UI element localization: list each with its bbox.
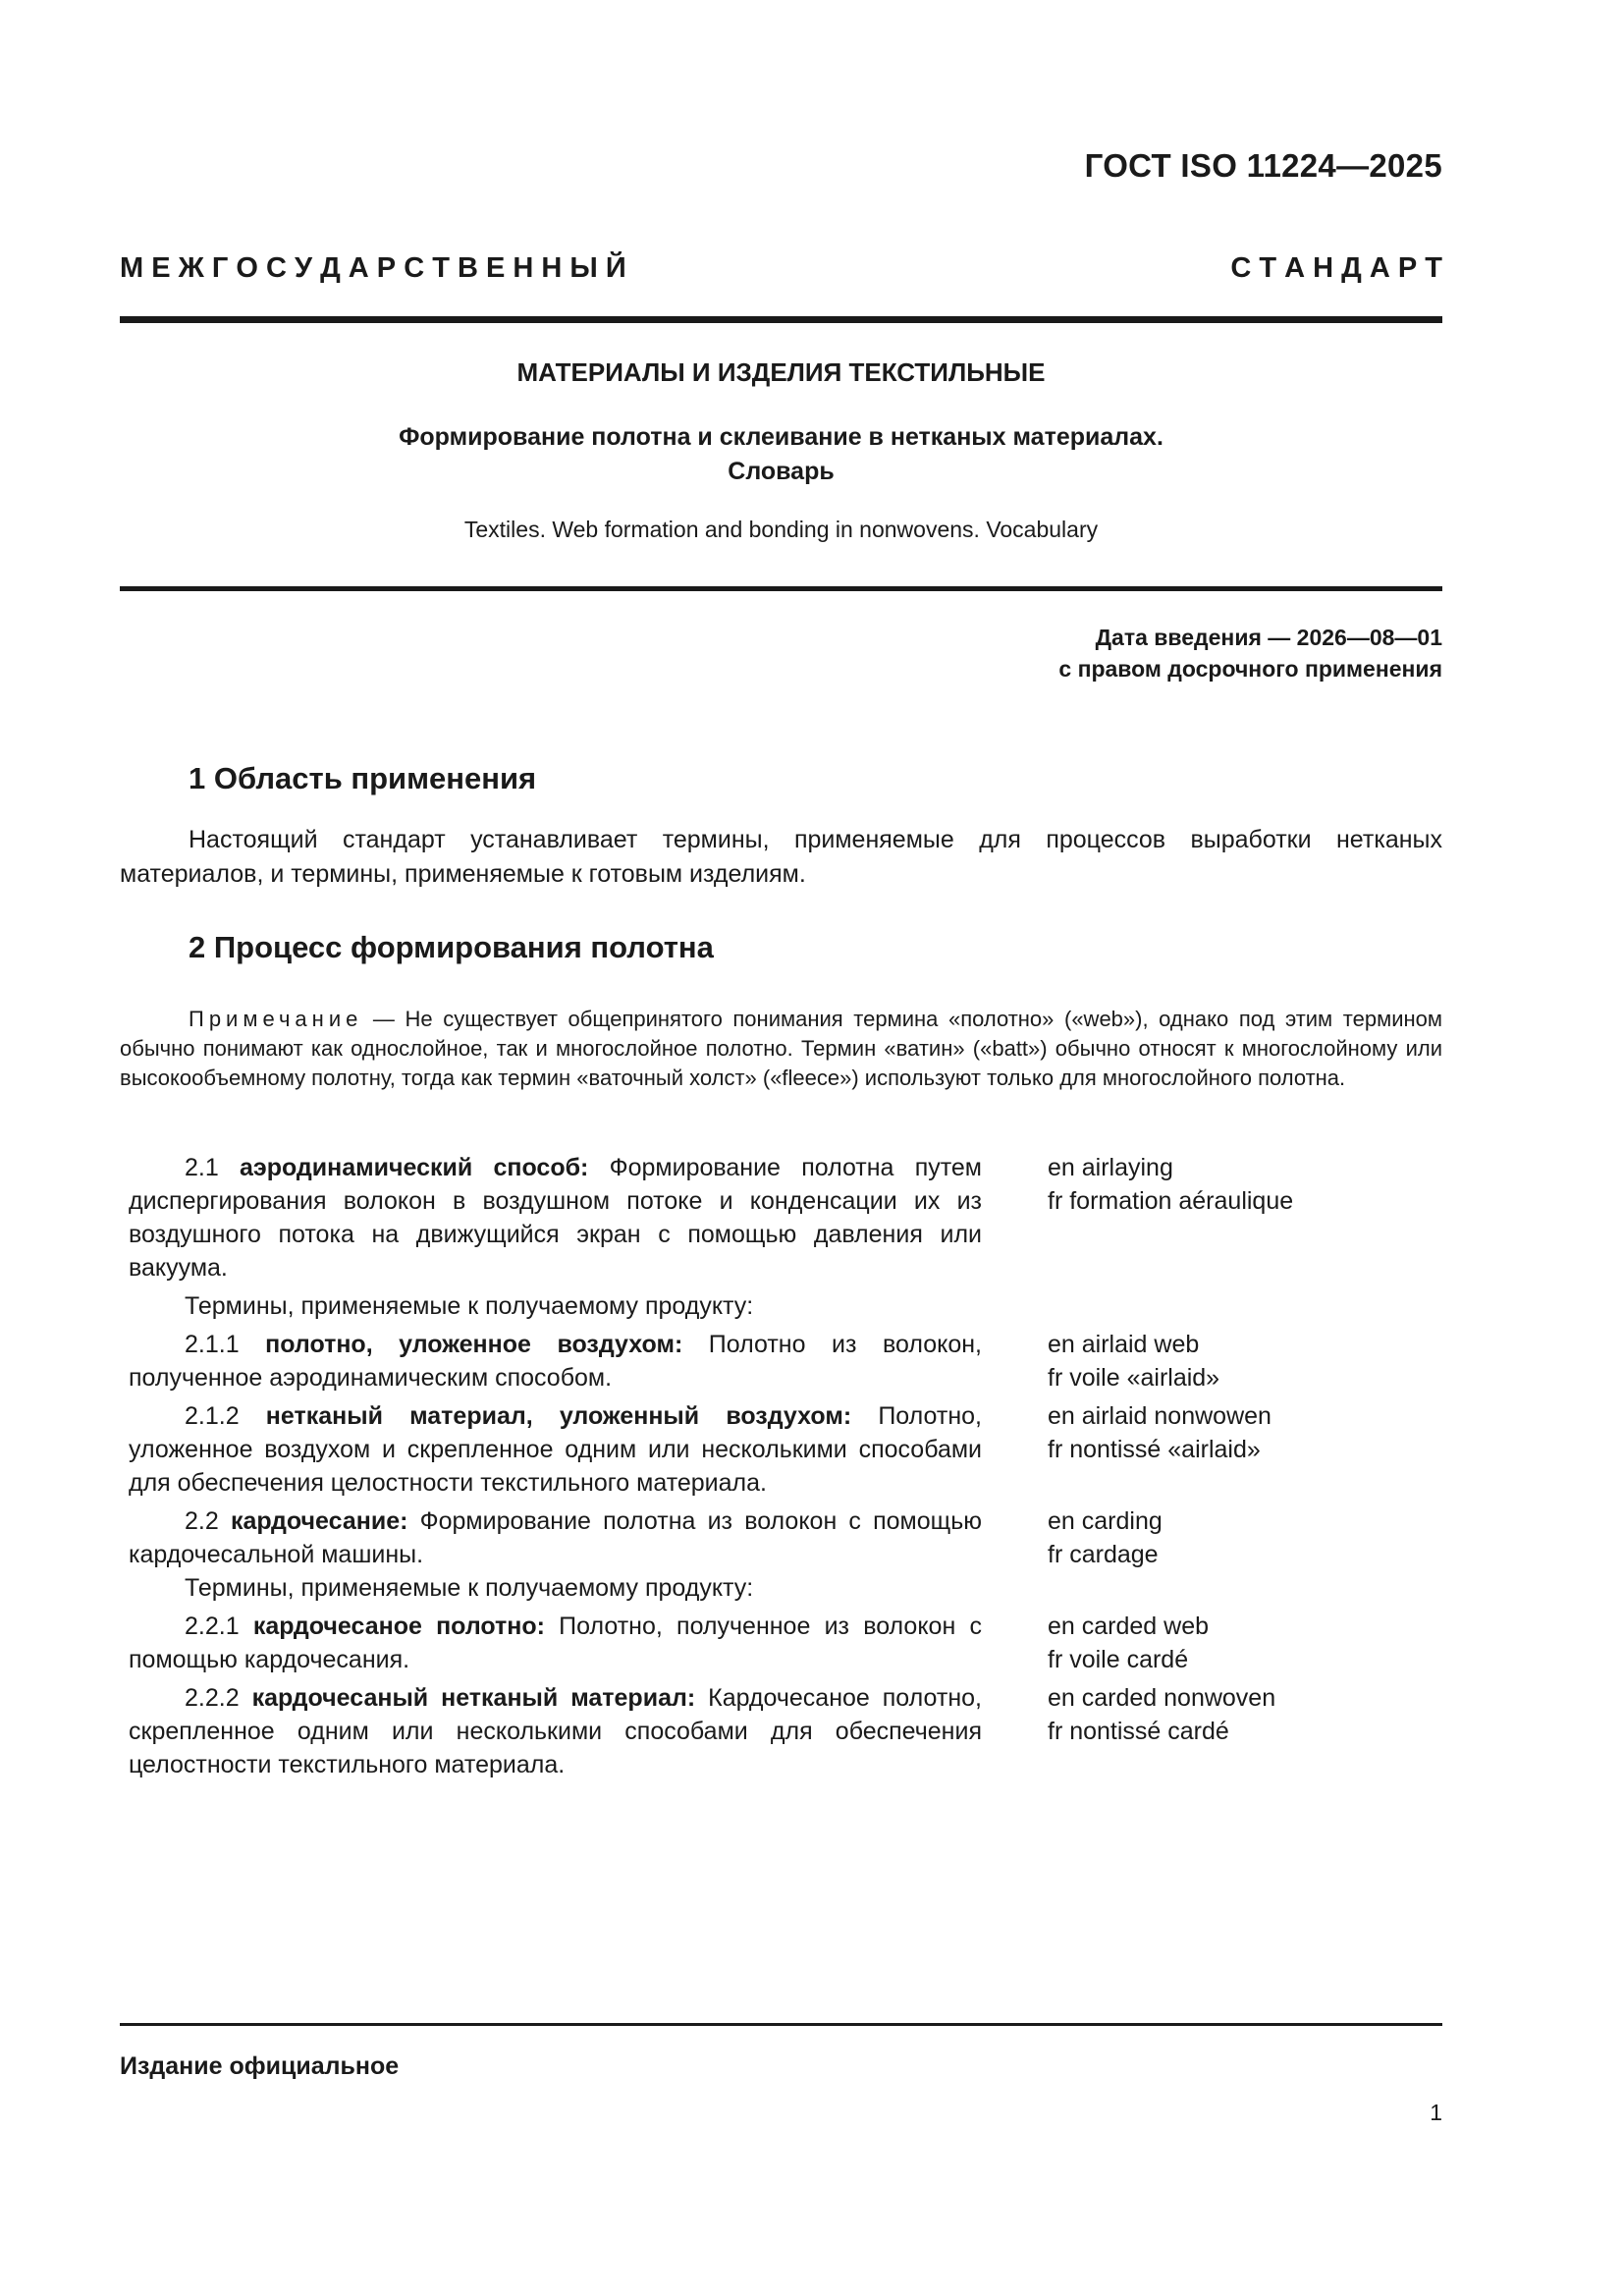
term-en: en airlaid nonwowen [1048,1402,1271,1430]
introduction-date [1058,622,1442,684]
term-fr: fr voile cardé [1048,1646,1189,1673]
term-equivalents [1048,1151,1293,1285]
introduction-date-line: Дата введения — 2026—08—01 [1095,625,1442,650]
term-entry-2-1-2 [129,1399,1444,1500]
section-2-note [120,1005,1442,1093]
term-entry-2-2 [129,1504,1444,1571]
term-number: 2.1.2 [185,1402,266,1430]
term-name: кардочесаное полотно: [252,1613,545,1640]
term-entry-2-1-1 [129,1328,1444,1394]
term-equivalents [1048,1681,1275,1781]
term-text: Полотно из волокон, полученное аэродинамическим способом. [129,1331,982,1392]
term-definition [129,1610,982,1676]
term-text: Полотно, полученное из волокон с помощью кардочесания. [129,1613,982,1673]
note-label: Примечание [189,1007,363,1031]
term-fr: fr nontissé cardé [1048,1718,1229,1745]
term-en: en airlaid web [1048,1331,1200,1358]
note-text: — Не существует общепринятого понимания термина «полотно» («web»), однако под этим термином обычно понимают как однослойное, так и многослойное полотно. Термин «ватин» («batt») обычно относят к многослойному или высокообъемному полотну, тогда как термин «ваточный холст» («fleece») используют только для многослойного полотна. [120,1007,1442,1090]
term-text: Формирование полотна из волокон с помощью кардочесальной машины. [129,1507,982,1568]
products-label: Термины, применяемые к получаемому продукту: [185,1292,754,1320]
banner-interstate: М Е Ж Г О С У Д А Р С Т В Е Н Н Ы Й [120,252,626,284]
term-equivalents [1048,1399,1271,1500]
term-name: кардочесаный нетканый материал: [251,1684,696,1712]
term-definition [129,1681,982,1781]
term-definition [129,1328,982,1394]
term-text: Формирование полотна путем диспергирования волокон в воздушном потоке и конденсации их из воздушного потока на движущийся экран с помощью давления или вакуума. [129,1154,982,1282]
term-equivalents [1048,1610,1209,1676]
term-equivalents [1048,1328,1219,1394]
term-en: en carding [1048,1507,1163,1535]
term-name: кардочесание: [230,1507,408,1535]
term-name: нетканый материал, уложенный воздухом: [265,1402,852,1430]
term-number: 2.1 [185,1154,240,1181]
banner-standard: С Т А Н Д А Р Т [1230,252,1442,284]
term-definition [129,1151,982,1285]
document-title: МАТЕРИАЛЫ И ИЗДЕЛИЯ ТЕКСТИЛЬНЫЕ [516,357,1046,387]
subtitle-line-1: Формирование полотна и склеивание в нетканых материалах. [399,423,1163,451]
section-1-heading: 1 Область применения [189,761,537,795]
term-entry-2-2-1 [129,1610,1444,1676]
term-number: 2.2.1 [185,1613,253,1640]
page-number: 1 [1430,2100,1442,2125]
english-title: Textiles. Web formation and bonding in nonwovens. Vocabulary [463,517,1099,542]
standard-type-banner [120,252,1442,285]
term-number: 2.2.2 [185,1684,252,1712]
term-en: en carded nonwoven [1048,1684,1276,1712]
terms-list [129,1151,1444,1786]
term-equivalents [1048,1504,1163,1571]
term-name: полотно, уложенное воздухом: [265,1331,683,1358]
term-number: 2.2 [185,1507,231,1535]
term-en: en carded web [1048,1613,1210,1640]
term-text: Полотно, уложенное воздухом и скрепленное одним или несколькими способами для обеспечения целостности текстильного материала. [129,1402,982,1497]
term-text: Кардочесаное полотно, скрепленное одним или несколькими способами для обеспечения целостности текстильного материала. [129,1684,982,1778]
term-entry-2-2-2 [129,1681,1444,1781]
term-fr: fr voile «airlaid» [1048,1364,1220,1392]
term-name: аэродинамический способ: [239,1154,589,1181]
document-subtitle [120,420,1442,489]
term-entry-2-1 [129,1151,1444,1285]
term-fr: fr nontissé «airlaid» [1048,1436,1261,1463]
title-divider [120,586,1442,591]
term-definition [129,1504,982,1571]
section-1-text: Настоящий стандарт устанавливает термины, применяемые для процессов выработки нетканых материалов, и термины, применяемые к готовым изделиям. [120,826,1442,888]
term-number: 2.1.1 [185,1331,266,1358]
term-fr: fr formation aéraulique [1048,1187,1294,1215]
section-2-heading: 2 Процесс формирования полотна [189,930,714,964]
products-label: Термины, применяемые к получаемому продукту: [185,1574,754,1602]
term-en: en airlaying [1048,1154,1173,1181]
term-definition [129,1399,982,1500]
document-id: ГОСТ ISO 11224—2025 [1084,147,1442,184]
early-application-line: с правом досрочного применения [1058,656,1442,682]
header-divider [120,316,1442,323]
footer-divider [120,2023,1442,2026]
official-edition-label: Издание официальное [120,2052,400,2080]
term-fr: fr cardage [1048,1541,1159,1568]
subtitle-line-2: Словарь [728,458,835,485]
